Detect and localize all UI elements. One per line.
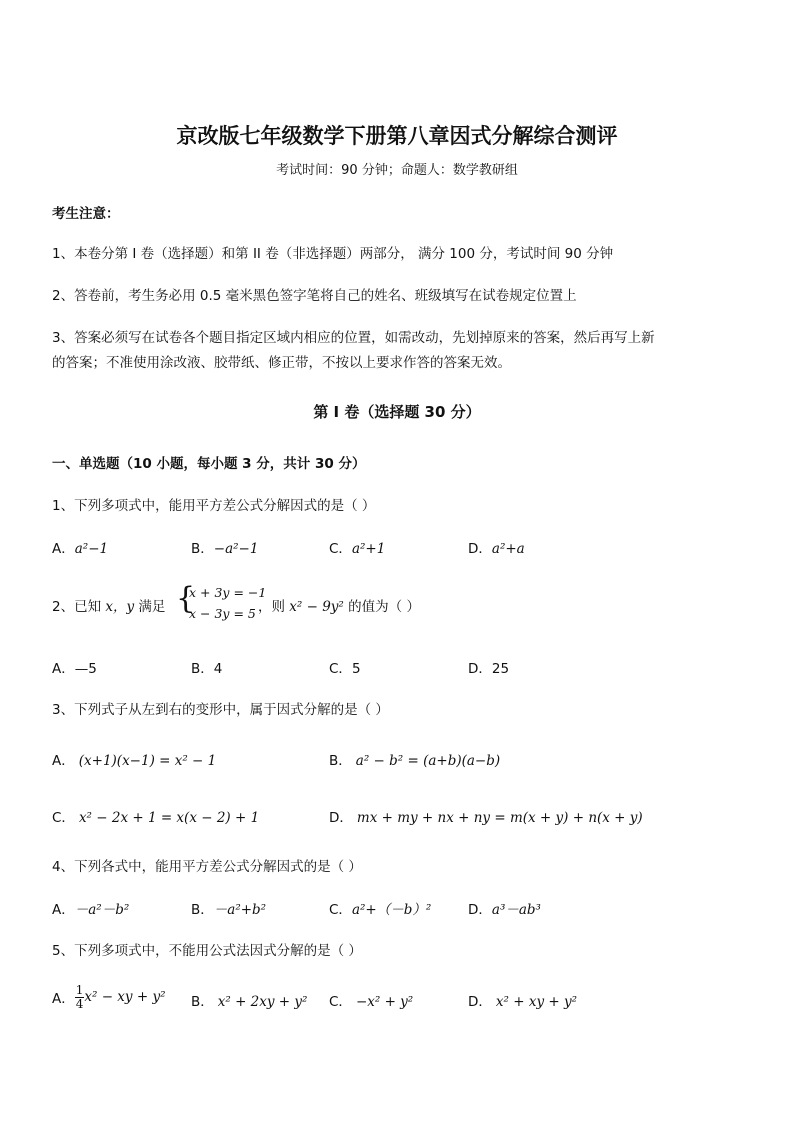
exam-subtitle: 考试时间：90 分钟；命题人：数学教研组	[276, 163, 518, 178]
q2-option-a	[52, 657, 97, 677]
option-label: C．	[52, 810, 75, 826]
part1-title: 第 I 卷（选择题 30 分）	[313, 403, 481, 421]
q2-option-c	[329, 657, 361, 677]
notice-heading: 考生注意：	[52, 206, 120, 222]
q2-option-d	[468, 657, 509, 677]
q5-option-a	[52, 984, 165, 1010]
notice-item-3-line-2: 的答案；不准使用涂改液、胶带纸、修正带，不按以上要求作答的答案无效。	[52, 355, 511, 371]
question-2-stem-prefix	[52, 595, 165, 615]
option-expression: a³－ab³	[491, 902, 541, 918]
fraction	[75, 984, 85, 1010]
option-label: D．	[468, 661, 492, 677]
section-heading: 一、单选题（10 小题，每小题 3 分，共计 30 分）	[52, 456, 366, 472]
option-label: B．	[191, 661, 214, 677]
question-5-stem: 5、下列多项式中，不能用公式法因式分解的是（ ）	[52, 943, 362, 959]
q4-option-b	[191, 898, 266, 918]
q4-option-a	[52, 898, 129, 918]
option-expression: －a²+b²	[213, 902, 267, 918]
option-label: D．	[329, 810, 353, 826]
option-expression: －a²－b²	[74, 902, 130, 918]
option-label: A．	[52, 753, 75, 769]
q3-option-b	[329, 749, 500, 769]
equation-1: x + 3y = −1	[189, 585, 267, 600]
option-expression: x² − 2x + 1 = x(x − 2) + 1	[78, 810, 260, 826]
exam-title: 京改版七年级数学下册第八章因式分解综合测评	[176, 123, 618, 148]
option-expression: (x+1)(x−1) = x² − 1	[78, 753, 217, 769]
option-expression: a²+（－b）²	[351, 902, 432, 918]
option-label: B．	[191, 541, 214, 557]
option-expression: a²+1	[351, 541, 386, 557]
q2-option-b	[191, 657, 222, 677]
option-value: —5	[74, 661, 97, 677]
fraction-numerator: 1	[75, 983, 84, 997]
option-label: C．	[329, 541, 352, 557]
option-value: 5	[351, 661, 361, 677]
stem-expression: x² − 9y²	[289, 599, 344, 615]
equation-system-brace: {	[176, 581, 196, 616]
stem-text: ，则	[258, 599, 290, 615]
q5-option-d	[468, 990, 577, 1010]
q3-option-c	[52, 806, 259, 826]
stem-text: 满足	[134, 599, 166, 615]
notice-item-3-line-1: 3、答案必须写在试卷各个题目指定区域内相应的位置，如需改动，先划掉原来的答案，然后再写上新	[52, 330, 655, 346]
q4-option-c	[329, 898, 431, 918]
notice-item-2: 2、答卷前，考生务必用 0.5 毫米黑色签字笔将自己的姓名、班级填写在试卷规定位置上	[52, 288, 577, 304]
option-expression: −x² + y²	[355, 994, 414, 1010]
q3-option-d	[329, 806, 643, 826]
option-expression: mx + my + nx + ny = m(x + y) + n(x + y)	[356, 810, 643, 826]
q1-option-c	[329, 537, 385, 557]
fraction-denominator: 4	[75, 996, 84, 1011]
question-3-stem: 3、下列式子从左到右的变形中，属于因式分解的是（ ）	[52, 702, 389, 718]
notice-item-1: 1、本卷分第 I 卷（选择题）和第 II 卷（非选择题）两部分， 满分 100 分，考试时间 90 分钟	[52, 246, 614, 262]
option-label: C．	[329, 661, 352, 677]
option-label: D．	[468, 902, 492, 918]
option-label: B．	[329, 753, 352, 769]
q1-option-b	[191, 537, 258, 557]
option-label: D．	[468, 994, 492, 1010]
option-value: 4	[213, 661, 223, 677]
option-expression: x² + xy + y²	[495, 994, 577, 1010]
option-label: A．	[52, 902, 75, 918]
option-label: A．	[52, 541, 75, 557]
option-label: C．	[329, 994, 352, 1010]
q1-option-a	[52, 537, 108, 557]
q5-option-b	[191, 990, 307, 1010]
option-label: C．	[329, 902, 352, 918]
option-label: A．	[52, 661, 75, 677]
option-label: D．	[468, 541, 492, 557]
stem-text: 的值为（ ）	[343, 599, 420, 615]
option-expression: a²+a	[491, 541, 525, 557]
question-4-stem: 4、下列各式中，能用平方差公式分解因式的是（ ）	[52, 859, 362, 875]
q5-option-c	[329, 990, 413, 1010]
option-expression: a² − b² = (a+b)(a−b)	[355, 753, 501, 769]
question-1-stem: 1、下列多项式中，能用平方差公式分解因式的是（ ）	[52, 498, 376, 514]
stem-text: 2、已知	[52, 599, 106, 615]
q4-option-d	[468, 898, 541, 918]
option-expression: a²−1	[74, 541, 109, 557]
option-label: B．	[191, 994, 214, 1010]
option-expression: x² − xy + y²	[84, 989, 166, 1006]
option-label: B．	[191, 902, 214, 918]
equation-2: x − 3y = 5	[189, 606, 256, 621]
option-expression: −a²−1	[213, 541, 259, 557]
question-2-stem-suffix	[258, 595, 420, 615]
option-label: A．	[52, 991, 75, 1008]
q1-option-d	[468, 537, 525, 557]
option-expression: x² + 2xy + y²	[217, 994, 308, 1010]
q3-option-a	[52, 749, 216, 769]
option-value: 25	[491, 661, 510, 677]
stem-variables: x，y	[105, 599, 135, 615]
